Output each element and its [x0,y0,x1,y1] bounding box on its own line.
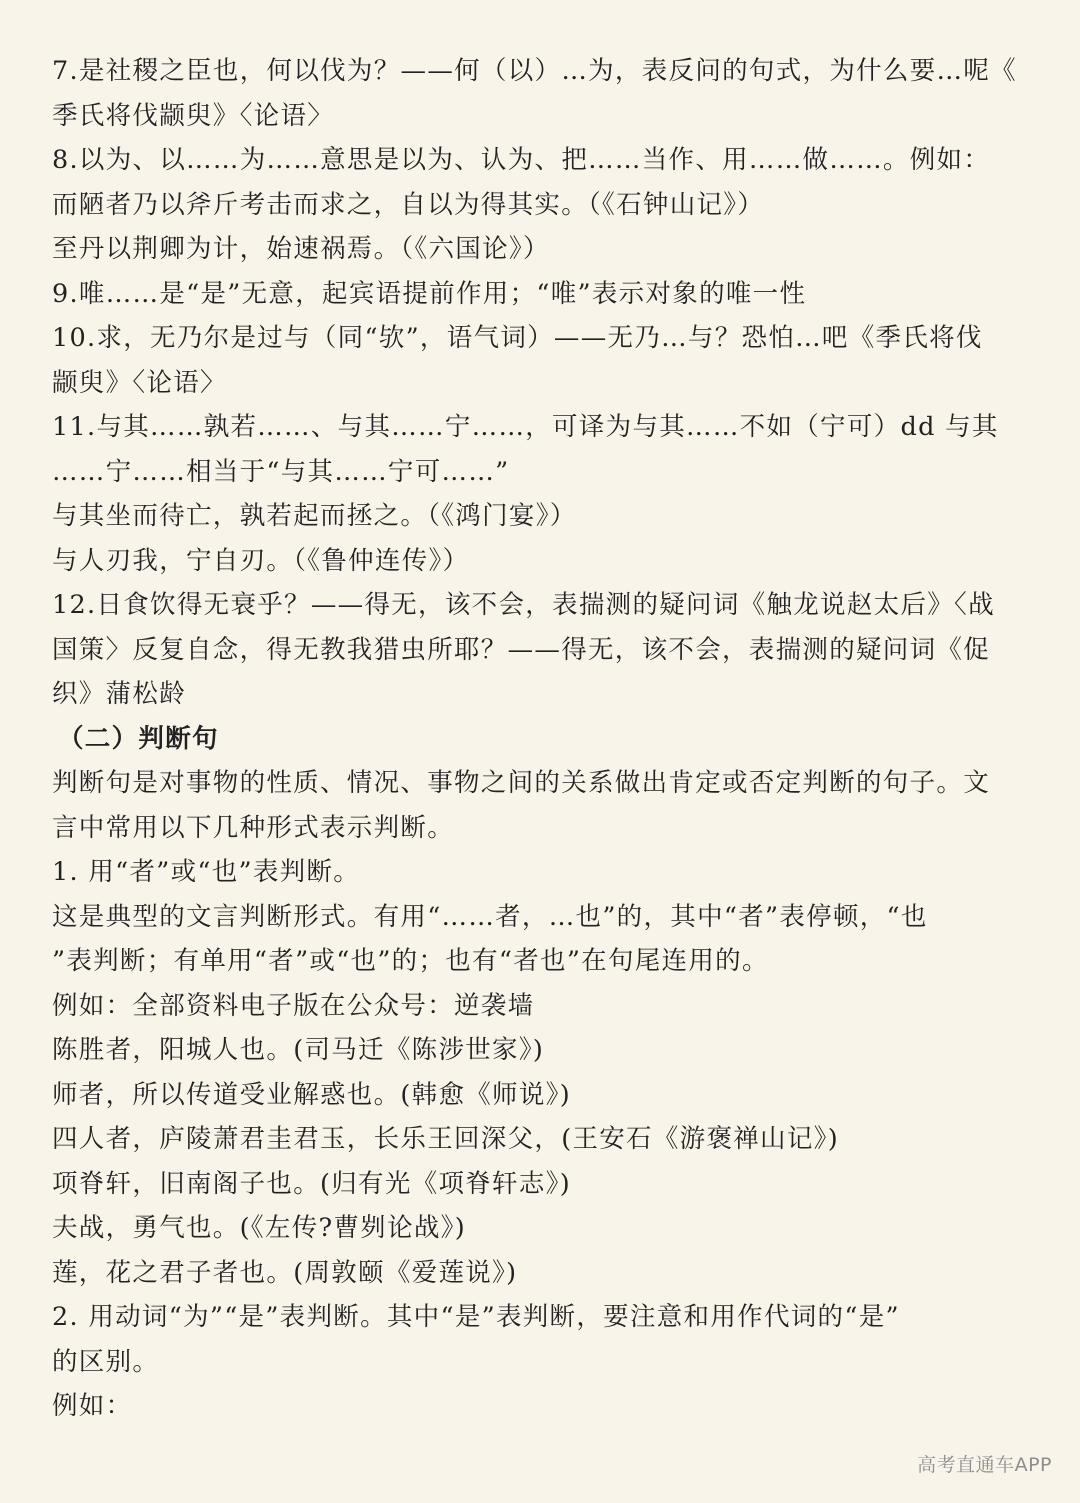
text-line-13: 12.日食饮得无衰乎？——得无，该不会，表揣测的疑问词《触龙说赵太后》〈战 [52,590,995,620]
text-line-24: 师者，所以传道受业解惑也。(韩愈《师说》) [52,1079,571,1110]
text-line-6: 9.唯……是“是”无意，起宾语提前作用；“唯”表示对象的唯一性 [52,278,807,309]
text-line-27: 夫战，勇气也。(《左传?曹刿论战》) [52,1213,466,1243]
text-line-19: 1. 用“者”或“也”表判断。 [52,857,361,887]
text-line-12: 与人刃我，宁自刃。（《鲁仲连传》） [52,545,470,576]
text-line-22: 例如：全部资料电子版在公众号：逆袭墙 [52,990,535,1021]
text-line-9: 11.与其……孰若……、与其……宁……，可译为与其……不如（宁可）dd 与其 [52,412,999,442]
text-line-2: 季氏将伐颛臾》〈论语〉 [52,100,335,131]
text-line-5: 至丹以荆卿为计，始速祸焉。（《六国论》） [52,234,550,264]
text-line-17: 判断句是对事物的性质、情况、事物之间的关系做出肯定或否定判断的句子。文 [52,768,991,798]
text-line-29: 2. 用动词“为”“是”表判断。其中“是”表判断，要注意和用作代词的“是” [52,1302,900,1332]
text-line-1: 7.是社稷之臣也，何以伐为？——何（以）…为，表反问的句式，为什么要…呢《 [52,56,1017,86]
text-line-8: 颛臾》〈论语〉 [52,367,227,398]
text-line-4: 而陋者乃以斧斤考击而求之，自以为得其实。（《石钟山记》） [52,189,765,220]
text-line-15: 织》蒲松龄 [52,679,187,709]
section-heading: （二）判断句 [58,723,219,754]
text-line-28: 莲，花之君子者也。(周敦颐《爱莲说》) [52,1257,518,1288]
text-line-30: 的区别。 [52,1346,160,1377]
text-line-26: 项脊轩，旧南阁子也。(归有光《项脊轩志》) [52,1168,571,1199]
text-line-25: 四人者，庐陵萧君圭君玉，长乐王回深父，(王安石《游褒禅山记》) [52,1124,839,1154]
text-line-23: 陈胜者，阳城人也。(司马迁《陈涉世家》) [52,1035,545,1065]
watermark: 高考直通车APP [917,1454,1052,1476]
text-line-21: ”表判断；有单用“者”或“也”的；也有“者也”在句尾连用的。 [52,946,769,976]
text-line-31: 例如： [52,1391,133,1421]
text-line-11: 与其坐而待亡，孰若起而拯之。（《鸿门宴》） [52,501,577,531]
text-line-3: 8.以为、以……为……意思是以为、认为、把……当作、用……做……。例如： [52,145,991,175]
text-line-10: ……宁……相当于“与其……宁可……” [52,456,510,487]
text-line-14: 国策〉反复自念，得无教我猎虫所耶？——得无，该不会，表揣测的疑问词《促 [52,634,991,665]
text-line-20: 这是典型的文言判断形式。有用“……者，…也”的，其中“者”表停顿，“也 [52,901,928,932]
text-line-18: 言中常用以下几种形式表示判断。 [52,812,455,843]
text-line-7: 10.求，无乃尔是过与（同“欤”，语气词）——无乃…与？恐怕…吧《季氏将伐 [52,323,983,353]
